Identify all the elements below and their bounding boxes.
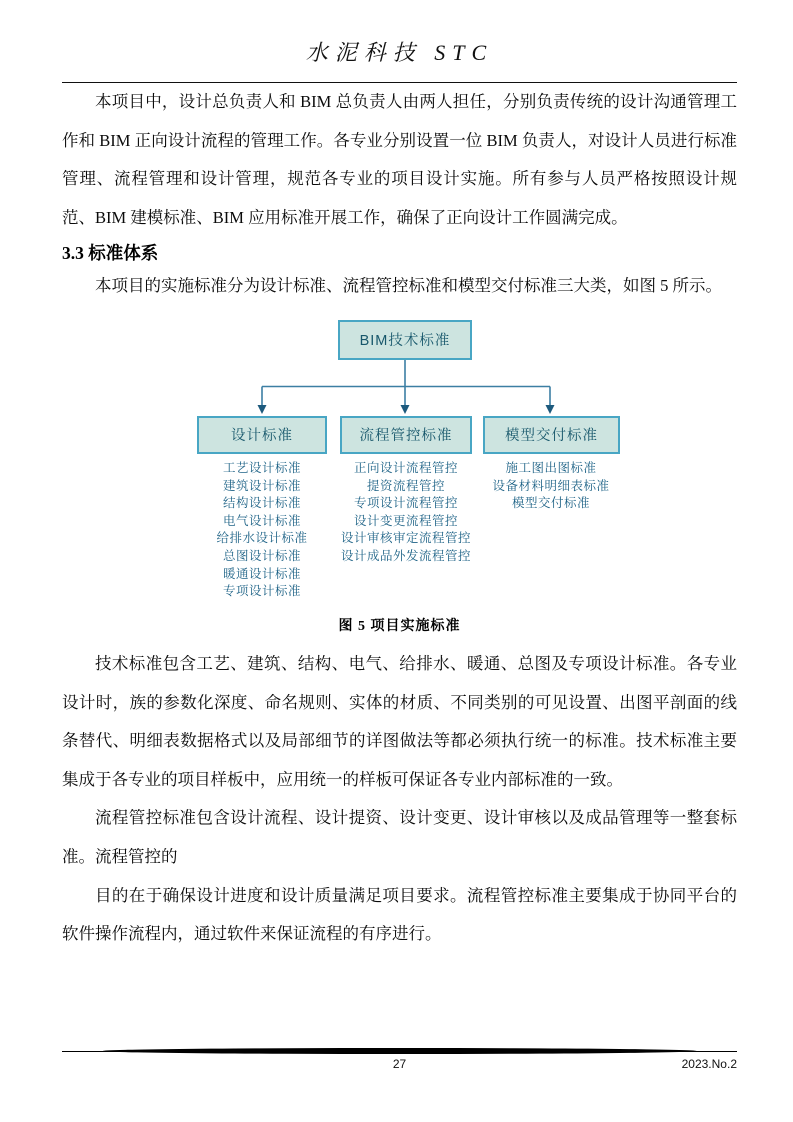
section-intro: 本项目的实施标准分为设计标准、流程管控标准和模型交付标准三大类，如图 5 所示。 — [95, 276, 722, 296]
branch-item: 设备材料明细表标准 — [492, 478, 610, 493]
branch-item: 给排水设计标准 — [216, 531, 308, 546]
branch-item: 专项设计标准 — [222, 584, 301, 599]
branch-item: 建筑设计标准 — [222, 478, 301, 493]
page-content — [62, 0, 737, 954]
figure-5-diagram — [62, 312, 737, 607]
paragraph-2: 技术标准包含工艺、建筑、结构、电气、给排水、暖通、总图及专项设计标准。各专业设计时，族的参数化深度、命名规则、实体的材质、不同类别的可见设置、出图平剖面的线条替代、明细表数据格式以及局部细节的详图做法等都必须执行统一的标准。技术标准主要集成于各专业的项目样板中，应用统一的样板可保证各专业内部标准的一致。 — [62, 653, 737, 789]
figure-caption: 图 5 项目实施标准 — [338, 618, 461, 634]
branch-item: 暖通设计标准 — [222, 566, 301, 581]
arrowhead-icons — [258, 405, 555, 414]
branch-item: 专项设计流程管控 — [353, 496, 458, 511]
page-footer — [62, 1048, 737, 1073]
branch-item: 设计变更流程管控 — [353, 513, 458, 528]
branch-item: 正向设计流程管控 — [353, 460, 458, 475]
branch-item: 设计成品外发流程管控 — [340, 548, 471, 563]
branch-item: 结构设计标准 — [222, 496, 301, 511]
section-heading: 3.3 标准体系 — [62, 243, 159, 264]
footer-rule — [62, 1048, 737, 1054]
paragraph-4: 目的在于确保设计进度和设计质量满足项目要求。流程管控标准主要集成于协同平台的软件操作流程内，通过软件来保证流程的有序进行。 — [62, 885, 737, 944]
diagram-node-process-control-standard: 流程管控标准 — [340, 416, 472, 454]
paragraph-3: 流程管控标准包含设计流程、设计提资、设计变更、设计审核以及成品管理等一整套标准。流程管控的 — [62, 808, 737, 866]
diagram-node-design-standard: 设计标准 — [197, 416, 327, 454]
page-number: 27 — [392, 1057, 407, 1071]
journal-title: 水泥科技 STC — [305, 40, 494, 65]
branch-item: 模型交付标准 — [511, 496, 590, 511]
diagram-node-model-delivery-standard: 模型交付标准 — [483, 416, 620, 454]
branch-item: 工艺设计标准 — [222, 460, 301, 475]
issue-number: 2023.No.2 — [681, 1057, 737, 1071]
branch-list-delivery — [456, 460, 646, 513]
branch-item: 施工图出图标准 — [505, 460, 597, 475]
branch-item: 电气设计标准 — [222, 513, 301, 528]
diagram-root-node: BIM技术标准 — [338, 320, 472, 360]
paragraph-1: 本项目中，设计总负责人和 BIM 总负责人由两人担任，分别负责传统的设计沟通管理工作和 BIM 正向设计流程的管理工作。各专业分别设置一位 BIM 负责人，对设计人员进行标准管理、流程管理和设计管理，规范各专业的项目设计实施。所有参与人员严格按照设计规范、BIM 建模标准、BIM 应用标准开展工作，确保了正向设计工作圆满完成。 — [62, 92, 737, 227]
branch-item: 总图设计标准 — [222, 548, 301, 563]
branch-item: 设计审核审定流程管控 — [340, 531, 471, 546]
branch-item: 提资流程管控 — [366, 478, 445, 493]
